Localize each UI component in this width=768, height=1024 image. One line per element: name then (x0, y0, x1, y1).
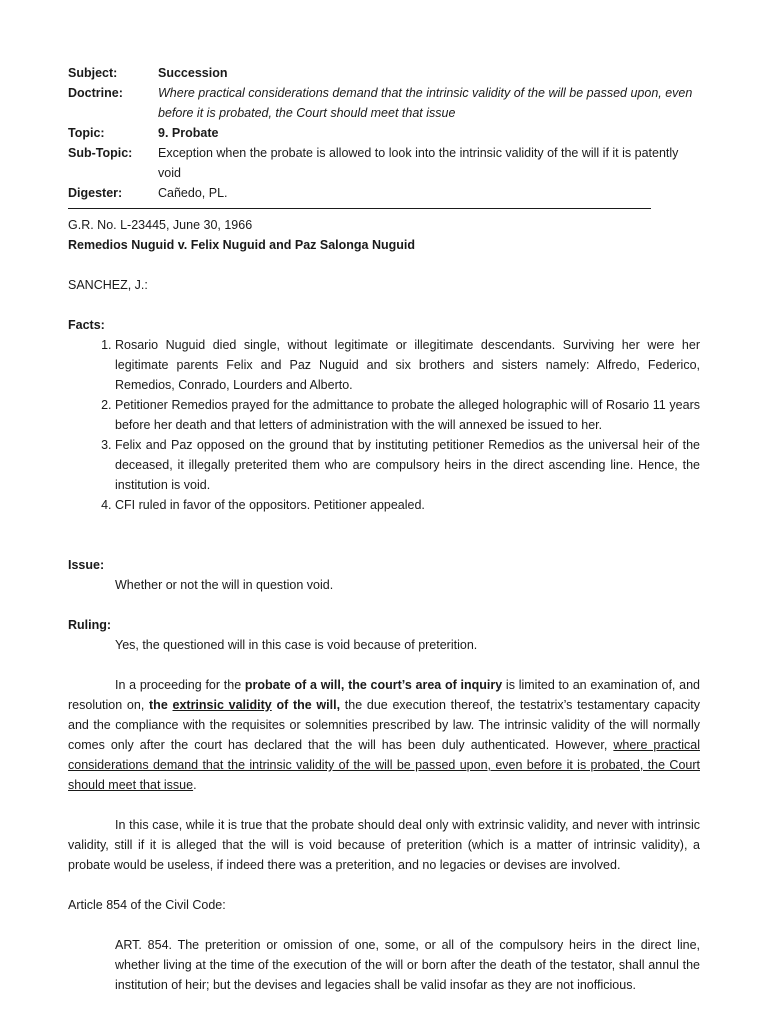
facts-heading: Facts: (68, 318, 105, 332)
meta-value-subtopic: Exception when the probate is allowed to look into the intrinsic validity of the will if it is patently void (158, 146, 679, 180)
underlined-doctrine-span: where practical considerations demand that the intrinsic validity of the will be passed upon, even before it is probated, the Court should meet that issue (68, 738, 700, 792)
meta-label-subject: Subject: (68, 66, 118, 80)
divider-line (68, 208, 651, 209)
list-item: 4. CFI ruled in favor of the oppositors. Petitioner appealed. (115, 495, 700, 515)
text-span: . (193, 778, 197, 792)
meta-label-digester: Digester: (68, 186, 123, 200)
meta-label-topic: Topic: (68, 126, 105, 140)
list-item: 1. Rosario Nuguid died single, without legitimate or illegitimate descendants. Surviving her were her legitimate parents Felix and Paz Nuguid and six brothers and sisters namely: Alfredo, Federico, Remedios, Conrado, Lourders and Alberto. (115, 335, 700, 395)
case-metadata (68, 63, 700, 203)
case-gr-number: G.R. No. L-23445, June 30, 1966 (68, 218, 253, 232)
facts-list (68, 335, 700, 515)
ruling-paragraph-2: In this case, while it is true that the probate should deal only with extrinsic validity, and never with intrinsic validity, still if it is alleged that the will is void because of preterition (which is a matter of intrinsic validity), a probate would be useless, if indeed there was a preterition, and no legacies or devises are involved. (68, 818, 700, 872)
bold-span: of the will, (271, 698, 341, 712)
bold-span: the (149, 698, 173, 712)
meta-label-doctrine: Doctrine: (68, 86, 123, 100)
text-span: the due execution thereof, the testatrix’s testamentary capacity and the compliance with the requisites or solemnities prescribed by law. The intrinsic validity of the will normally comes only after the court has declared that the will has been duly authenticated. However, (68, 698, 700, 752)
meta-value-doctrine: Where practical considerations demand that the intrinsic validity of the will be passed upon, even before it is probated, the Court should meet that issue (158, 86, 693, 120)
ruling-paragraph-1 (68, 675, 700, 795)
meta-value-topic: 9. Probate (158, 126, 219, 140)
article-heading: Article 854 of the Civil Code: (68, 898, 226, 912)
list-item: 3. Felix and Paz opposed on the ground that by instituting petitioner Remedios as the universal heir of the deceased, it illegally preterited them who are compulsory heirs in the direct ascending line. Hence, the institution is void. (115, 435, 700, 495)
case-title: Remedios Nuguid v. Felix Nuguid and Paz Salonga Nuguid (68, 238, 416, 252)
issue-text: Whether or not the will in question void. (115, 578, 334, 592)
ruling-answer: Yes, the questioned will in this case is void because of preterition. (115, 638, 478, 652)
bold-span: probate of a will, the court’s area of inquiry (244, 678, 503, 692)
issue-heading: Issue: (68, 558, 105, 572)
meta-value-digester: Cañedo, PL. (158, 186, 228, 200)
article-text: ART. 854. The preterition or omission of one, some, or all of the compulsory heirs in the direct line, whether living at the time of the execution of the will or born after the death of the testator, shall annul the institution of heir; but the devises and legacies shall be valid insofar as they are not inofficious. (115, 938, 700, 992)
ruling-heading: Ruling: (68, 618, 112, 632)
meta-label-subtopic: Sub-Topic: (68, 146, 133, 160)
list-item: 2. Petitioner Remedios prayed for the admittance to probate the alleged holographic will of Rosario 11 years before her death and that letters of administration with the will annexed be issued to her. (115, 395, 700, 435)
ponente: SANCHEZ, J.: (68, 278, 148, 292)
bold-underline-span: extrinsic validity (172, 698, 272, 712)
text-span: is limited to an examination of, and resolution on, (68, 678, 700, 712)
text-span: In a proceeding for the (115, 678, 245, 692)
meta-value-subject: Succession (158, 66, 228, 80)
